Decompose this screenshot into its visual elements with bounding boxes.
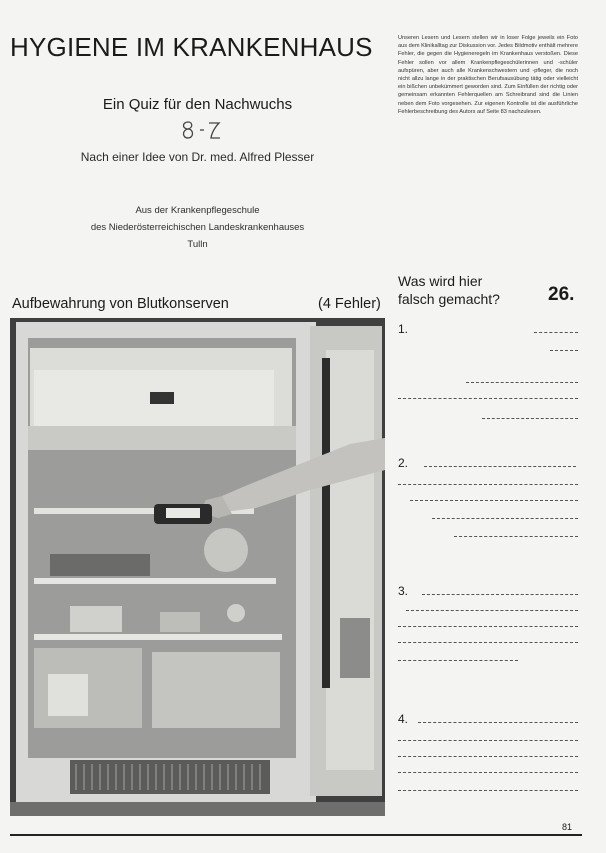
- quiz-number: 26.: [548, 284, 575, 305]
- quiz-question-line: Was wird hier: [398, 273, 483, 289]
- answer-line[interactable]: [398, 642, 578, 643]
- photo-caption: Aufbewahrung von Blutkonserven: [12, 296, 229, 312]
- answer-block-3: [398, 584, 580, 684]
- answer-line[interactable]: [550, 350, 578, 351]
- answer-line[interactable]: [410, 500, 578, 501]
- quiz-question-line: falsch gemacht?: [398, 291, 500, 307]
- bottom-divider: [10, 834, 582, 836]
- error-count: (4 Fehler): [318, 296, 381, 312]
- answer-line[interactable]: [398, 740, 578, 741]
- answer-block-1: [398, 322, 580, 432]
- answer-number: 2.: [398, 456, 409, 470]
- answer-line[interactable]: [398, 660, 518, 661]
- answer-line[interactable]: [398, 484, 578, 485]
- answer-line[interactable]: [534, 332, 578, 333]
- answer-number: 4.: [398, 712, 409, 726]
- answer-line[interactable]: [398, 626, 578, 627]
- author-credit: Nach einer Idee von Dr. med. Alfred Plesser: [80, 150, 315, 164]
- fridge-photo: [10, 318, 385, 816]
- answer-line[interactable]: [398, 790, 578, 791]
- answer-line[interactable]: [406, 610, 578, 611]
- institution-line: Tulln: [187, 239, 208, 250]
- answer-line[interactable]: [482, 418, 578, 419]
- answer-line[interactable]: [398, 772, 578, 773]
- answer-line[interactable]: [422, 594, 578, 595]
- intro-paragraph: Unseren Lesern und Lesern stellen wir in loser Folge jeweils ein Foto aus dem Klinikalltag zur Diskussion vor. Jedes Bildmotiv enthält mehrere Fehler, die gegen die Hygieneregeln im Krankenhaus verstoßen. Diese Fehler sollen vor allem Krankenpflegeschülerinnen und -schüler aufspüren, aber auch alle Krankenschwestern und -pfleger, die noch nicht allzu lange in der praktischen Berufsausübung tätig oder vielleicht ein bißchen unbekümmert geworden sind. Zum Einfüllen der richtig oder gemeinsam erkannten Fehlerquellen am Schreibrand sind die Linien neben dem Foto vorgesehen. Zur eigenen Kontrolle ist die ausführliche Fehlerbeschreibung des Autors auf Seite 83 nachzulesen.: [398, 35, 578, 115]
- page-subtitle: Ein Quiz für den Nachwuchs: [102, 96, 293, 113]
- institution-line: Aus der Krankenpflegeschule: [135, 205, 260, 216]
- answer-line[interactable]: [398, 398, 578, 399]
- answer-number: 1.: [398, 322, 409, 336]
- answer-number: 3.: [398, 584, 409, 598]
- answer-line[interactable]: [466, 382, 578, 383]
- page-title: HYGIENE IM KRANKENHAUS: [10, 32, 373, 62]
- answer-line[interactable]: [424, 466, 576, 467]
- institution-line: des Niederösterreichischen Landeskrankenhauses: [90, 222, 305, 233]
- answer-block-4: [398, 712, 580, 812]
- answer-line[interactable]: [432, 518, 578, 519]
- answer-line[interactable]: [418, 722, 578, 723]
- handwritten-note: [178, 116, 228, 144]
- answer-line[interactable]: [454, 536, 578, 537]
- quiz-question: [398, 272, 500, 308]
- answer-block-2: [398, 456, 580, 556]
- answer-line[interactable]: [398, 756, 578, 757]
- page-number: 81: [562, 822, 573, 832]
